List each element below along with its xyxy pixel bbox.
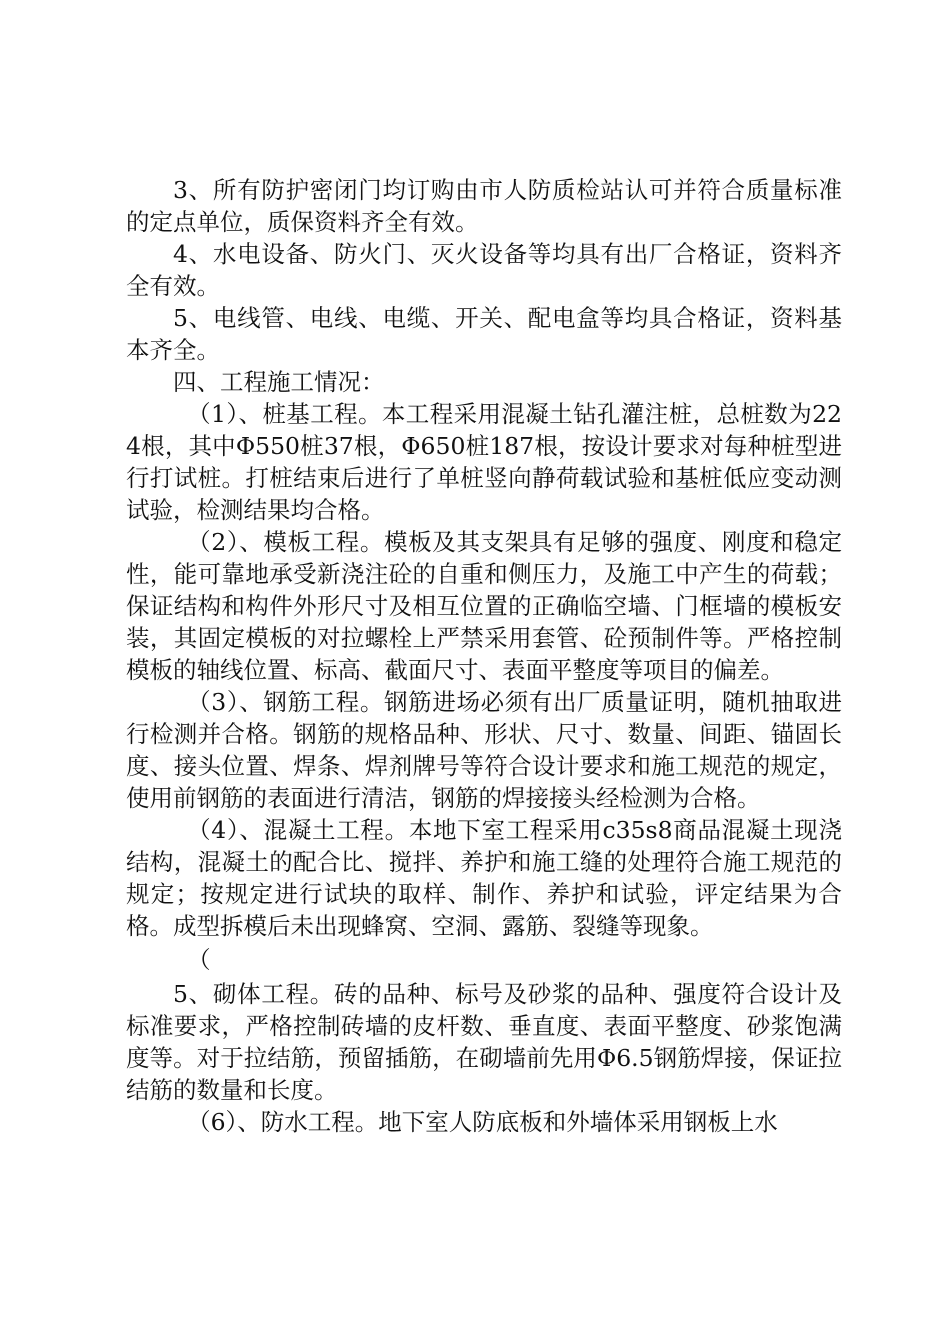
paragraph-masonry: 5、砌体工程。砖的品种、标号及砂浆的品种、强度符合设计及标准要求，严格控制砖墙的皮杆数、垂直度、表面平整度、砂浆饱满度等。对于拉结筋，预留插筋，在砌墙前先用Φ6.5钢筋焊接，保证拉结筋的数量和长度。 bbox=[126, 980, 842, 1104]
paragraph-formwork: （2）、模板工程。模板及其支架具有足够的强度、刚度和稳定性，能可靠地承受新浇注砼的自重和侧压力，及施工中产生的荷载；保证结构和构件外形尺寸及相互位置的正确临空墙、门框墙的模板安装，其固定模板的对拉螺栓上严禁采用套管、砼预制件等。严格控制模板的轴线位置、标高、截面尺寸、表面平整度等项目的偏差。 bbox=[126, 528, 842, 684]
paragraph-concrete: （4）、混凝土工程。本地下室工程采用c35s8商品混凝土现浇结构，混凝土的配合比、搅拌、养护和施工缝的处理符合施工规范的规定；按规定进行试块的取样、制作、养护和试验，评定结果为合格。成型拆模后未出现蜂窝、空洞、露筋、裂缝等现象。 bbox=[126, 816, 842, 940]
paragraph-waterproofing: （6）、防水工程。地下室人防底板和外墙体采用钢板上水 bbox=[187, 1108, 778, 1136]
paragraph-item-3: 3、所有防护密闭门均订购由市人防质检站认可并符合质量标准的定点单位，质保资料齐全有效。 bbox=[126, 176, 842, 236]
paragraph-rebar: （3）、钢筋工程。钢筋进场必须有出厂质量证明，随机抽取进行检测并合格。钢筋的规格品种、形状、尺寸、数量、间距、锚固长度、接头位置、焊条、焊剂牌号等符合设计要求和施工规范的规定，使用前钢筋的表面进行清洁，钢筋的焊接接头经检测为合格。 bbox=[126, 688, 842, 812]
paragraph-item-4: 4、水电设备、防火门、灭火设备等均具有出厂合格证，资料齐全有效。 bbox=[126, 240, 842, 300]
paragraph-pile-foundation: （1）、桩基工程。本工程采用混凝土钻孔灌注桩，总桩数为224根，其中Φ550桩37根，Φ650桩187根，按设计要求对每种桩型进行打试桩。打桩结束后进行了单桩竖向静荷载试验和基桩低应变动测试验，检测结果均合格。 bbox=[126, 400, 842, 524]
paragraph-stray-bracket: （ bbox=[187, 946, 211, 974]
paragraph-item-5: 5、电线管、电线、电缆、开关、配电盒等均具合格证，资料基本齐全。 bbox=[126, 304, 842, 364]
document-body bbox=[126, 174, 842, 1138]
section-heading-construction: 四、工程施工情况： bbox=[173, 368, 385, 396]
